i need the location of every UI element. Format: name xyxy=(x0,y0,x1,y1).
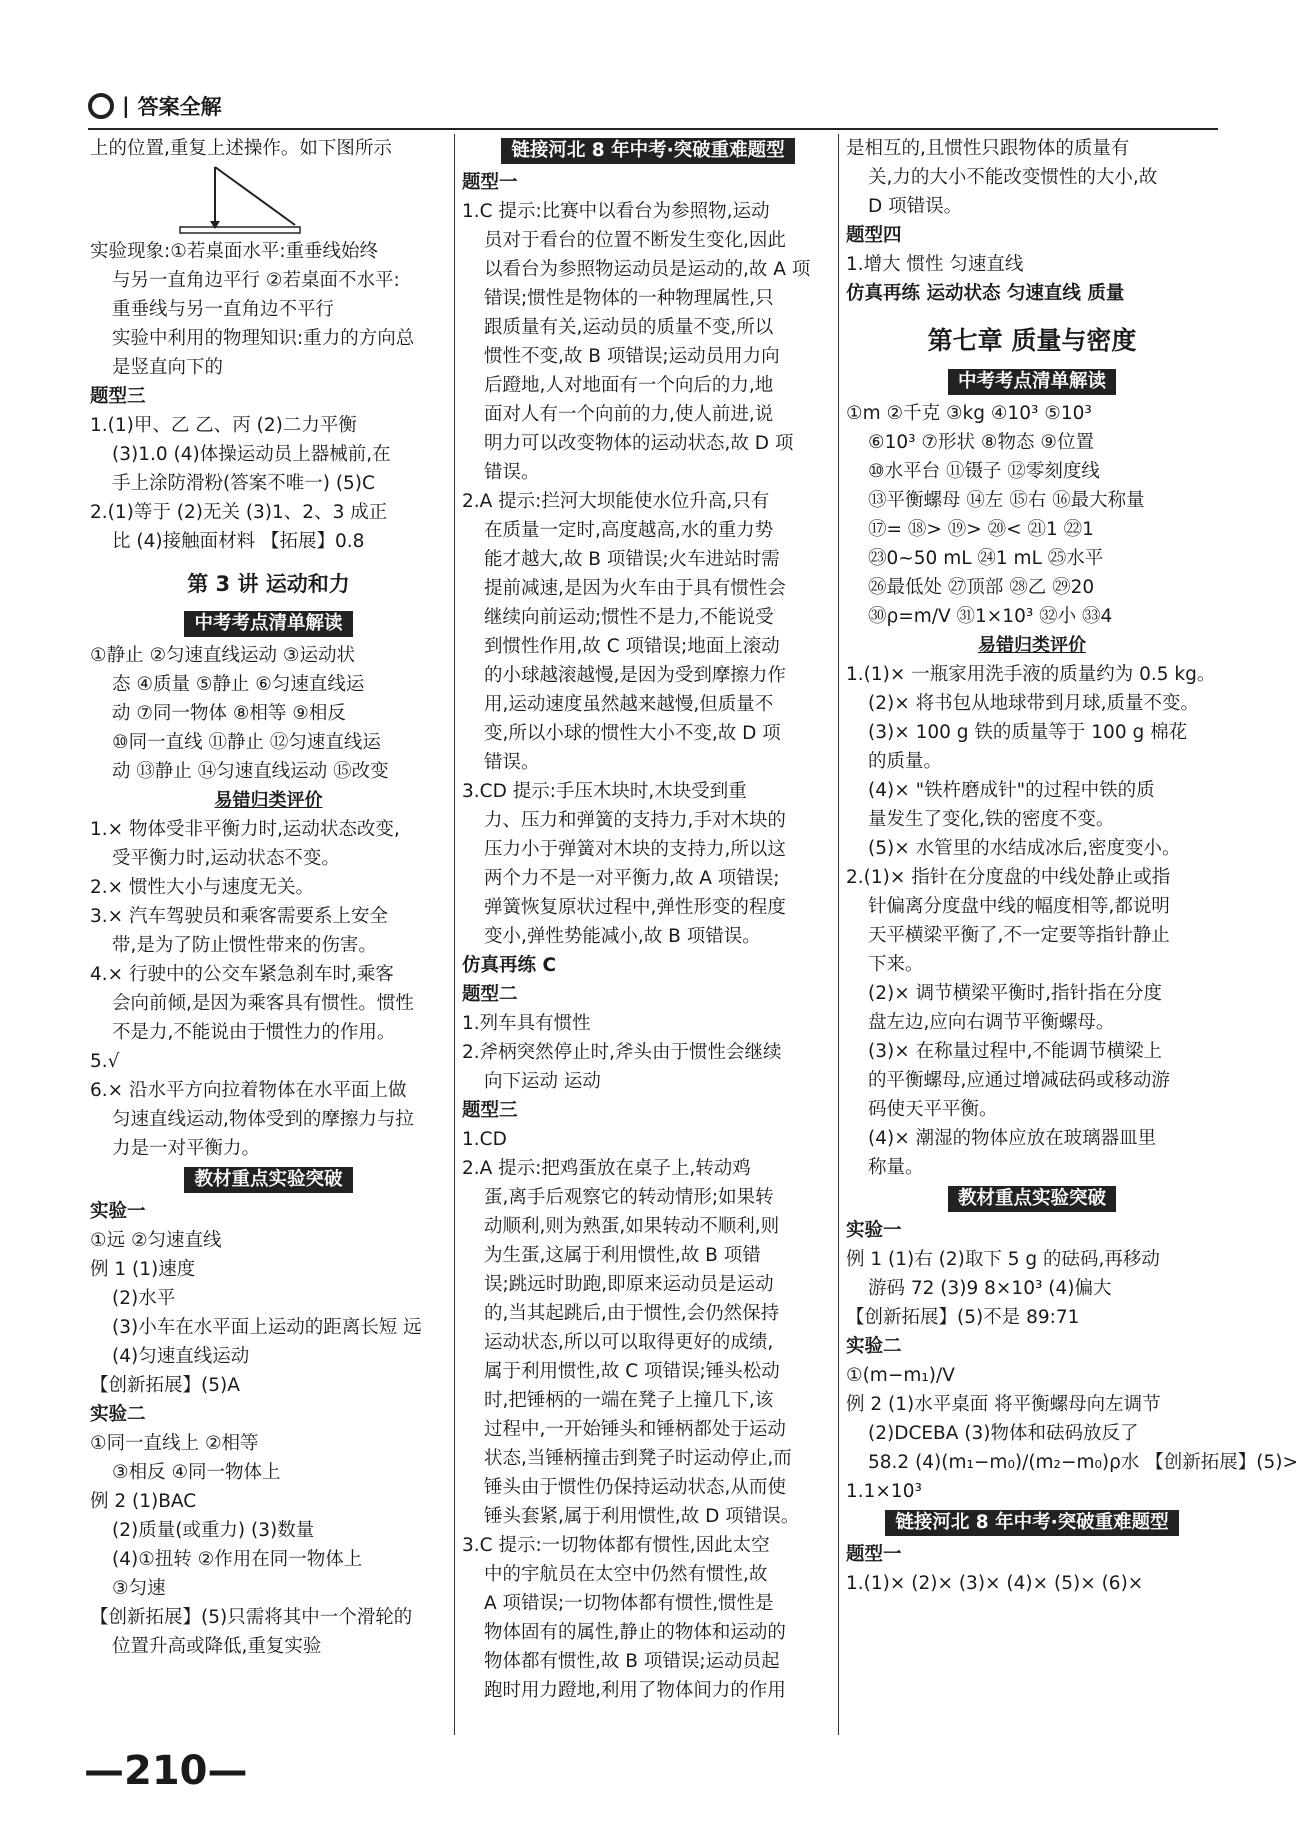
header-rule xyxy=(88,128,1218,130)
text-line: ①同一直线上 ②相等 xyxy=(90,1433,259,1454)
text-line: 1.(1)甲、乙 乙、丙 (2)二力平衡 xyxy=(90,415,357,436)
text-line: 1.(1)× (2)× (3)× (4)× (5)× (6)× xyxy=(846,1573,1144,1594)
text-line: ⑬平衡螺母 ⑭左 ⑮右 ⑯最大称量 xyxy=(868,490,1145,511)
text-line: 后蹬地,人对地面有一个向后的力,地 xyxy=(484,375,774,396)
text-line: 教材重点实验突破 xyxy=(846,1182,1218,1216)
text-line: 物体都有惯性,故 B 项错误;运动员起 xyxy=(484,1651,780,1672)
text-line: 压力小于弹簧对木块的支持力,所以这 xyxy=(484,839,786,860)
text-line: 能才越大,故 B 项错误;火车进站时需 xyxy=(484,549,780,570)
text-line: 实验二 xyxy=(90,1404,146,1425)
text-line: 例 2 (1)BAC xyxy=(90,1491,197,1512)
text-line: 3.× 汽车驾驶员和乘客需要系上安全 xyxy=(90,906,389,927)
text-line: (3)1.0 (4)体操运动员上器械前,在 xyxy=(112,444,391,465)
text-line: 惯性不变,故 B 项错误;运动员用力向 xyxy=(484,346,780,367)
text-line: 在质量一定时,高度越高,水的重力势 xyxy=(484,520,774,541)
text-line: 两个力不是一对平衡力,故 A 项错误; xyxy=(484,868,780,889)
text-line: (2)DCEBA (3)物体和砝码放反了 xyxy=(868,1423,1139,1444)
text-line: 1.(1)× 一瓶家用洗手液的质量约为 0.5 kg。 xyxy=(846,664,1216,685)
brand-logo-icon xyxy=(88,93,114,119)
text-line: 错误。 xyxy=(484,462,540,483)
text-line: 仿真再练 C xyxy=(462,955,557,976)
text-line: 题型三 xyxy=(90,386,146,407)
text-line: 的小球越滚越慢,是因为受到摩擦力作 xyxy=(484,665,786,686)
text-line: 游码 72 (3)9 8×10³ (4)偏大 xyxy=(868,1278,1112,1299)
text-line: 天平横梁平衡了,不一定要等指针静止 xyxy=(868,925,1170,946)
text-line: 第 3 讲 运动和力 xyxy=(187,572,350,596)
text-line: 位置升高或降低,重复实验 xyxy=(112,1636,322,1657)
text-line: ③匀速 xyxy=(112,1578,166,1599)
plumb-line-figure xyxy=(90,163,447,237)
text-line: 盘左边,应向右调节平衡螺母。 xyxy=(868,1012,1115,1033)
text-line: 到惯性作用,故 C 项错误;地面上滚动 xyxy=(484,636,780,657)
text-line: 题型一 xyxy=(846,1544,902,1565)
text-line: 1.× 物体受非平衡力时,运动状态改变, xyxy=(90,819,400,840)
text-line: 2.斧柄突然停止时,斧头由于惯性会继续 xyxy=(462,1042,782,1063)
text-line: 链接河北 8 年中考·突破重难题型 xyxy=(846,1506,1218,1540)
plumb-figure-svg xyxy=(90,163,390,237)
text-line: (2)质量(或重力) (3)数量 xyxy=(112,1520,315,1541)
text-line: A 项错误;一切物体都有惯性,惯性是 xyxy=(484,1593,774,1614)
text-line: (4)①扭转 ②作用在同一物体上 xyxy=(112,1549,363,1570)
text-line: D 项错误。 xyxy=(868,196,963,217)
text-line: 时,把锤柄的一端在凳子上撞几下,该 xyxy=(484,1390,774,1411)
text-line: 弹簧恢复原状过程中,弹性形变的程度 xyxy=(484,897,786,918)
text-line: 2.A 提示:拦河大坝能使水位升高,只有 xyxy=(462,491,770,512)
text-line: 题型二 xyxy=(462,984,518,1005)
text-line: (2)水平 xyxy=(112,1288,176,1309)
text-line: 不是力,不能说由于惯性力的作用。 xyxy=(112,1022,396,1043)
text-line: 员对于看台的位置不断发生变化,因此 xyxy=(484,230,786,251)
text-line: 变,所以小球的惯性大小不变,故 D 项 xyxy=(484,723,781,744)
text-line: 中考考点清单解读 xyxy=(846,365,1218,399)
column-middle xyxy=(462,134,834,1705)
text-line: 链接河北 8 年中考·突破重难题型 xyxy=(462,134,834,168)
text-line: 题型四 xyxy=(846,225,902,246)
text-line: 的平衡螺母,应通过增减砝码或移动游 xyxy=(868,1070,1170,1091)
text-line: 教材重点实验突破 xyxy=(90,1163,447,1197)
text-line: ㉖最低处 ㉗顶部 ㉘乙 ㉙20 xyxy=(868,577,1095,598)
text-line: ③相反 ④同一物体上 xyxy=(112,1462,281,1483)
text-line: 态 ④质量 ⑤静止 ⑥匀速直线运 xyxy=(112,674,365,695)
text-line: 用,运动速度虽然越来越慢,但质量不 xyxy=(484,694,774,715)
text-line: (3)小车在水平面上运动的距离长短 远 xyxy=(112,1317,422,1338)
text-line: 重垂线与另一直角边不平行 xyxy=(112,299,335,320)
text-line: 是竖直向下的 xyxy=(112,357,224,378)
text-line: 提前减速,是因为火车由于具有惯性会 xyxy=(484,578,786,599)
text-line: 动顺利,则为熟蛋,如果转动不顺利,则 xyxy=(484,1216,780,1237)
text-line: 以看台为参照物运动员是运动的,故 A 项 xyxy=(484,259,811,280)
text-line: 的质量。 xyxy=(868,751,943,772)
text-line: 易错归类评价 xyxy=(214,790,323,811)
text-line: 力是一对平衡力。 xyxy=(112,1138,261,1159)
column-right xyxy=(846,134,1298,1598)
text-line: 58.2 (4)(m₁−m₀)/(m₂−m₀)ρ水 【创新拓展】(5)> xyxy=(868,1452,1298,1473)
text-line: 中的宇航员在太空中仍然有惯性,故 xyxy=(484,1564,768,1585)
text-line: 向下运动 运动 xyxy=(484,1071,601,1092)
text-line: 错误;惯性是物体的一种物理属性,只 xyxy=(484,288,774,309)
text-line: (4)匀速直线运动 xyxy=(112,1346,250,1367)
text-line: 上的位置,重复上述操作。如下图所示 xyxy=(90,138,392,159)
text-line: 明力可以改变物体的运动状态,故 D 项 xyxy=(484,433,794,454)
text-line: 实验二 xyxy=(846,1336,902,1357)
text-line: 手上涂防滑粉(答案不唯一) (5)C xyxy=(112,473,375,494)
text-line: 属于利用惯性,故 C 项错误;锤头松动 xyxy=(484,1361,780,1382)
text-line: 1.1×10³ xyxy=(846,1481,922,1502)
text-line: 运动状态,所以可以取得更好的成绩, xyxy=(484,1332,774,1353)
text-line: 例 1 (1)右 (2)取下 5 g 的砝码,再移动 xyxy=(846,1249,1160,1270)
text-line: 变小,弹性势能减小,故 B 项错误。 xyxy=(484,926,761,947)
text-line: (3)× 100 g 铁的质量等于 100 g 棉花 xyxy=(868,722,1188,743)
text-line: 题型一 xyxy=(462,172,518,193)
text-line: 物体固有的属性,静止的物体和运动的 xyxy=(484,1622,786,1643)
text-line: 称量。 xyxy=(868,1157,924,1178)
column-divider xyxy=(454,134,455,1735)
text-line: 5.√ xyxy=(90,1051,120,1072)
text-line: 与另一直角边平行 ②若桌面不水平: xyxy=(112,270,400,291)
text-line: 题型三 xyxy=(462,1100,518,1121)
text-line: ㉚ρ=m/V ㉛1×10³ ㉜小 ㉝4 xyxy=(868,606,1113,627)
text-line: 中考考点清单解读 xyxy=(90,607,447,641)
text-line: 会向前倾,是因为乘客具有惯性。惯性 xyxy=(112,993,414,1014)
text-line: ㉓0~50 mL ㉔1 mL ㉕水平 xyxy=(868,548,1104,569)
text-line: 【创新拓展】(5)只需将其中一个滑轮的 xyxy=(90,1607,413,1628)
text-line: 带,是为了防止惯性带来的伤害。 xyxy=(112,935,377,956)
text-line: ⑥10³ ⑦形状 ⑧物态 ⑨位置 xyxy=(868,432,1094,453)
text-line: 面对人有一个向前的力,使人前进,说 xyxy=(484,404,774,425)
text-line: 实验现象:①若桌面水平:重垂线始终 xyxy=(90,241,379,262)
text-line: 实验中利用的物理知识:重力的方向总 xyxy=(112,328,415,349)
text-line: 过程中,一开始锤头和锤柄都处于运动 xyxy=(484,1419,786,1440)
text-line: ⑰= ⑱> ⑲> ⑳< ㉑1 ㉒1 xyxy=(868,519,1094,540)
text-line: 比 (4)接触面材料 【拓展】0.8 xyxy=(112,531,365,552)
text-line: 3.CD 提示:手压木块时,木块受到重 xyxy=(462,781,747,802)
text-line: 例 2 (1)水平桌面 将平衡螺母向左调节 xyxy=(846,1394,1161,1415)
header-divider: | xyxy=(122,94,130,118)
text-line: 受平衡力时,运动状态不变。 xyxy=(112,848,340,869)
text-line: 1.CD xyxy=(462,1129,507,1150)
text-line: 3.C 提示:一切物体都有惯性,因此太空 xyxy=(462,1535,770,1556)
text-line: 1.C 提示:比赛中以看台为参照物,运动 xyxy=(462,201,770,222)
text-line: (3)× 在称量过程中,不能调节横梁上 xyxy=(868,1041,1162,1062)
text-line: 为生蛋,这属于利用惯性,故 B 项错 xyxy=(484,1245,761,1266)
text-line: 量发生了变化,铁的密度不变。 xyxy=(868,809,1115,830)
text-line: (4)× 潮湿的物体应放在玻璃器皿里 xyxy=(868,1128,1157,1149)
text-line: 1.增大 惯性 匀速直线 xyxy=(846,254,1024,275)
text-line: 实验一 xyxy=(90,1201,146,1222)
text-line: 6.× 沿水平方向拉着物体在水平面上做 xyxy=(90,1080,407,1101)
page-number: —210— xyxy=(84,1748,248,1794)
text-line: 第七章 质量与密度 xyxy=(927,326,1137,355)
text-line: ①静止 ②匀速直线运动 ③运动状 xyxy=(90,645,356,666)
column-divider xyxy=(838,134,839,1735)
text-line: 继续向前运动;惯性不是力,不能说受 xyxy=(484,607,774,628)
text-line: 【创新拓展】(5)不是 89:71 xyxy=(846,1307,1080,1328)
text-line: 锤头由于惯性仍保持运动状态,从而使 xyxy=(484,1477,786,1498)
text-line: 仿真再练 运动状态 匀速直线 质量 xyxy=(846,283,1125,304)
text-line: 匀速直线运动,物体受到的摩擦力与拉 xyxy=(112,1109,414,1130)
text-line: 误;跳远时助跑,即原来运动员是运动 xyxy=(484,1274,774,1295)
text-line: 4.× 行驶中的公交车紧急刹车时,乘客 xyxy=(90,964,394,985)
text-line: ⑩同一直线 ⑪静止 ⑫匀速直线运 xyxy=(112,732,381,753)
text-line: 锤头套紧,属于利用惯性,故 D 项错误。 xyxy=(484,1506,800,1527)
text-line: 跑时用力蹬地,利用了物体间力的作用 xyxy=(484,1680,786,1701)
column-left xyxy=(90,134,447,1661)
text-line: 1.列车具有惯性 xyxy=(462,1013,591,1034)
header xyxy=(88,88,222,124)
text-line: 2.A 提示:把鸡蛋放在桌子上,转动鸡 xyxy=(462,1158,751,1179)
text-line: 动 ⑬静止 ⑭匀速直线运动 ⑮改变 xyxy=(112,761,389,782)
header-title: 答案全解 xyxy=(137,95,222,119)
text-line: 动 ⑦同一物体 ⑧相等 ⑨相反 xyxy=(112,703,346,724)
text-line: ①远 ②匀速直线 xyxy=(90,1230,222,1251)
text-line: 实验一 xyxy=(846,1220,902,1241)
text-line: ①(m−m₁)/V xyxy=(846,1365,955,1386)
text-line: (5)× 水管里的水结成冰后,密度变小。 xyxy=(868,838,1181,859)
text-line: 关,力的大小不能改变惯性的大小,故 xyxy=(868,167,1158,188)
text-line: 力、压力和弹簧的支持力,手对木块的 xyxy=(484,810,786,831)
text-line: 状态,当锤柄撞击到凳子时运动停止,而 xyxy=(484,1448,792,1469)
text-line: 是相互的,且惯性只跟物体的质量有 xyxy=(846,138,1130,159)
text-line: 2.(1)× 指针在分度盘的中线处静止或指 xyxy=(846,867,1171,888)
text-line: (4)× "铁杵磨成针"的过程中铁的质 xyxy=(868,780,1155,801)
text-line: ①m ②千克 ③kg ④10³ ⑤10³ xyxy=(846,403,1092,424)
text-line: 错误。 xyxy=(484,752,540,773)
text-line: 下来。 xyxy=(868,954,924,975)
text-line: 2.× 惯性大小与速度无关。 xyxy=(90,877,315,898)
text-line: 的,当其起跳后,由于惯性,会仍然保持 xyxy=(484,1303,780,1324)
text-line: 【创新拓展】(5)A xyxy=(90,1375,240,1396)
text-line: 针偏离分度盘中线的幅度相等,都说明 xyxy=(868,896,1170,917)
text-line: 码使天平平衡。 xyxy=(868,1099,998,1120)
text-line: 蛋,离手后观察它的转动情形;如果转 xyxy=(484,1187,774,1208)
text-line: (2)× 将书包从地球带到月球,质量不变。 xyxy=(868,693,1199,714)
text-line: 例 1 (1)速度 xyxy=(90,1259,196,1280)
text-line: ⑩水平台 ⑪镊子 ⑫零刻度线 xyxy=(868,461,1100,482)
text-line: 2.(1)等于 (2)无关 (3)1、2、3 成正 xyxy=(90,502,388,523)
text-line: (2)× 调节横梁平衡时,指针指在分度 xyxy=(868,983,1162,1004)
text-line: 跟质量有关,运动员的质量不变,所以 xyxy=(484,317,774,338)
text-line: 易错归类评价 xyxy=(978,635,1086,656)
